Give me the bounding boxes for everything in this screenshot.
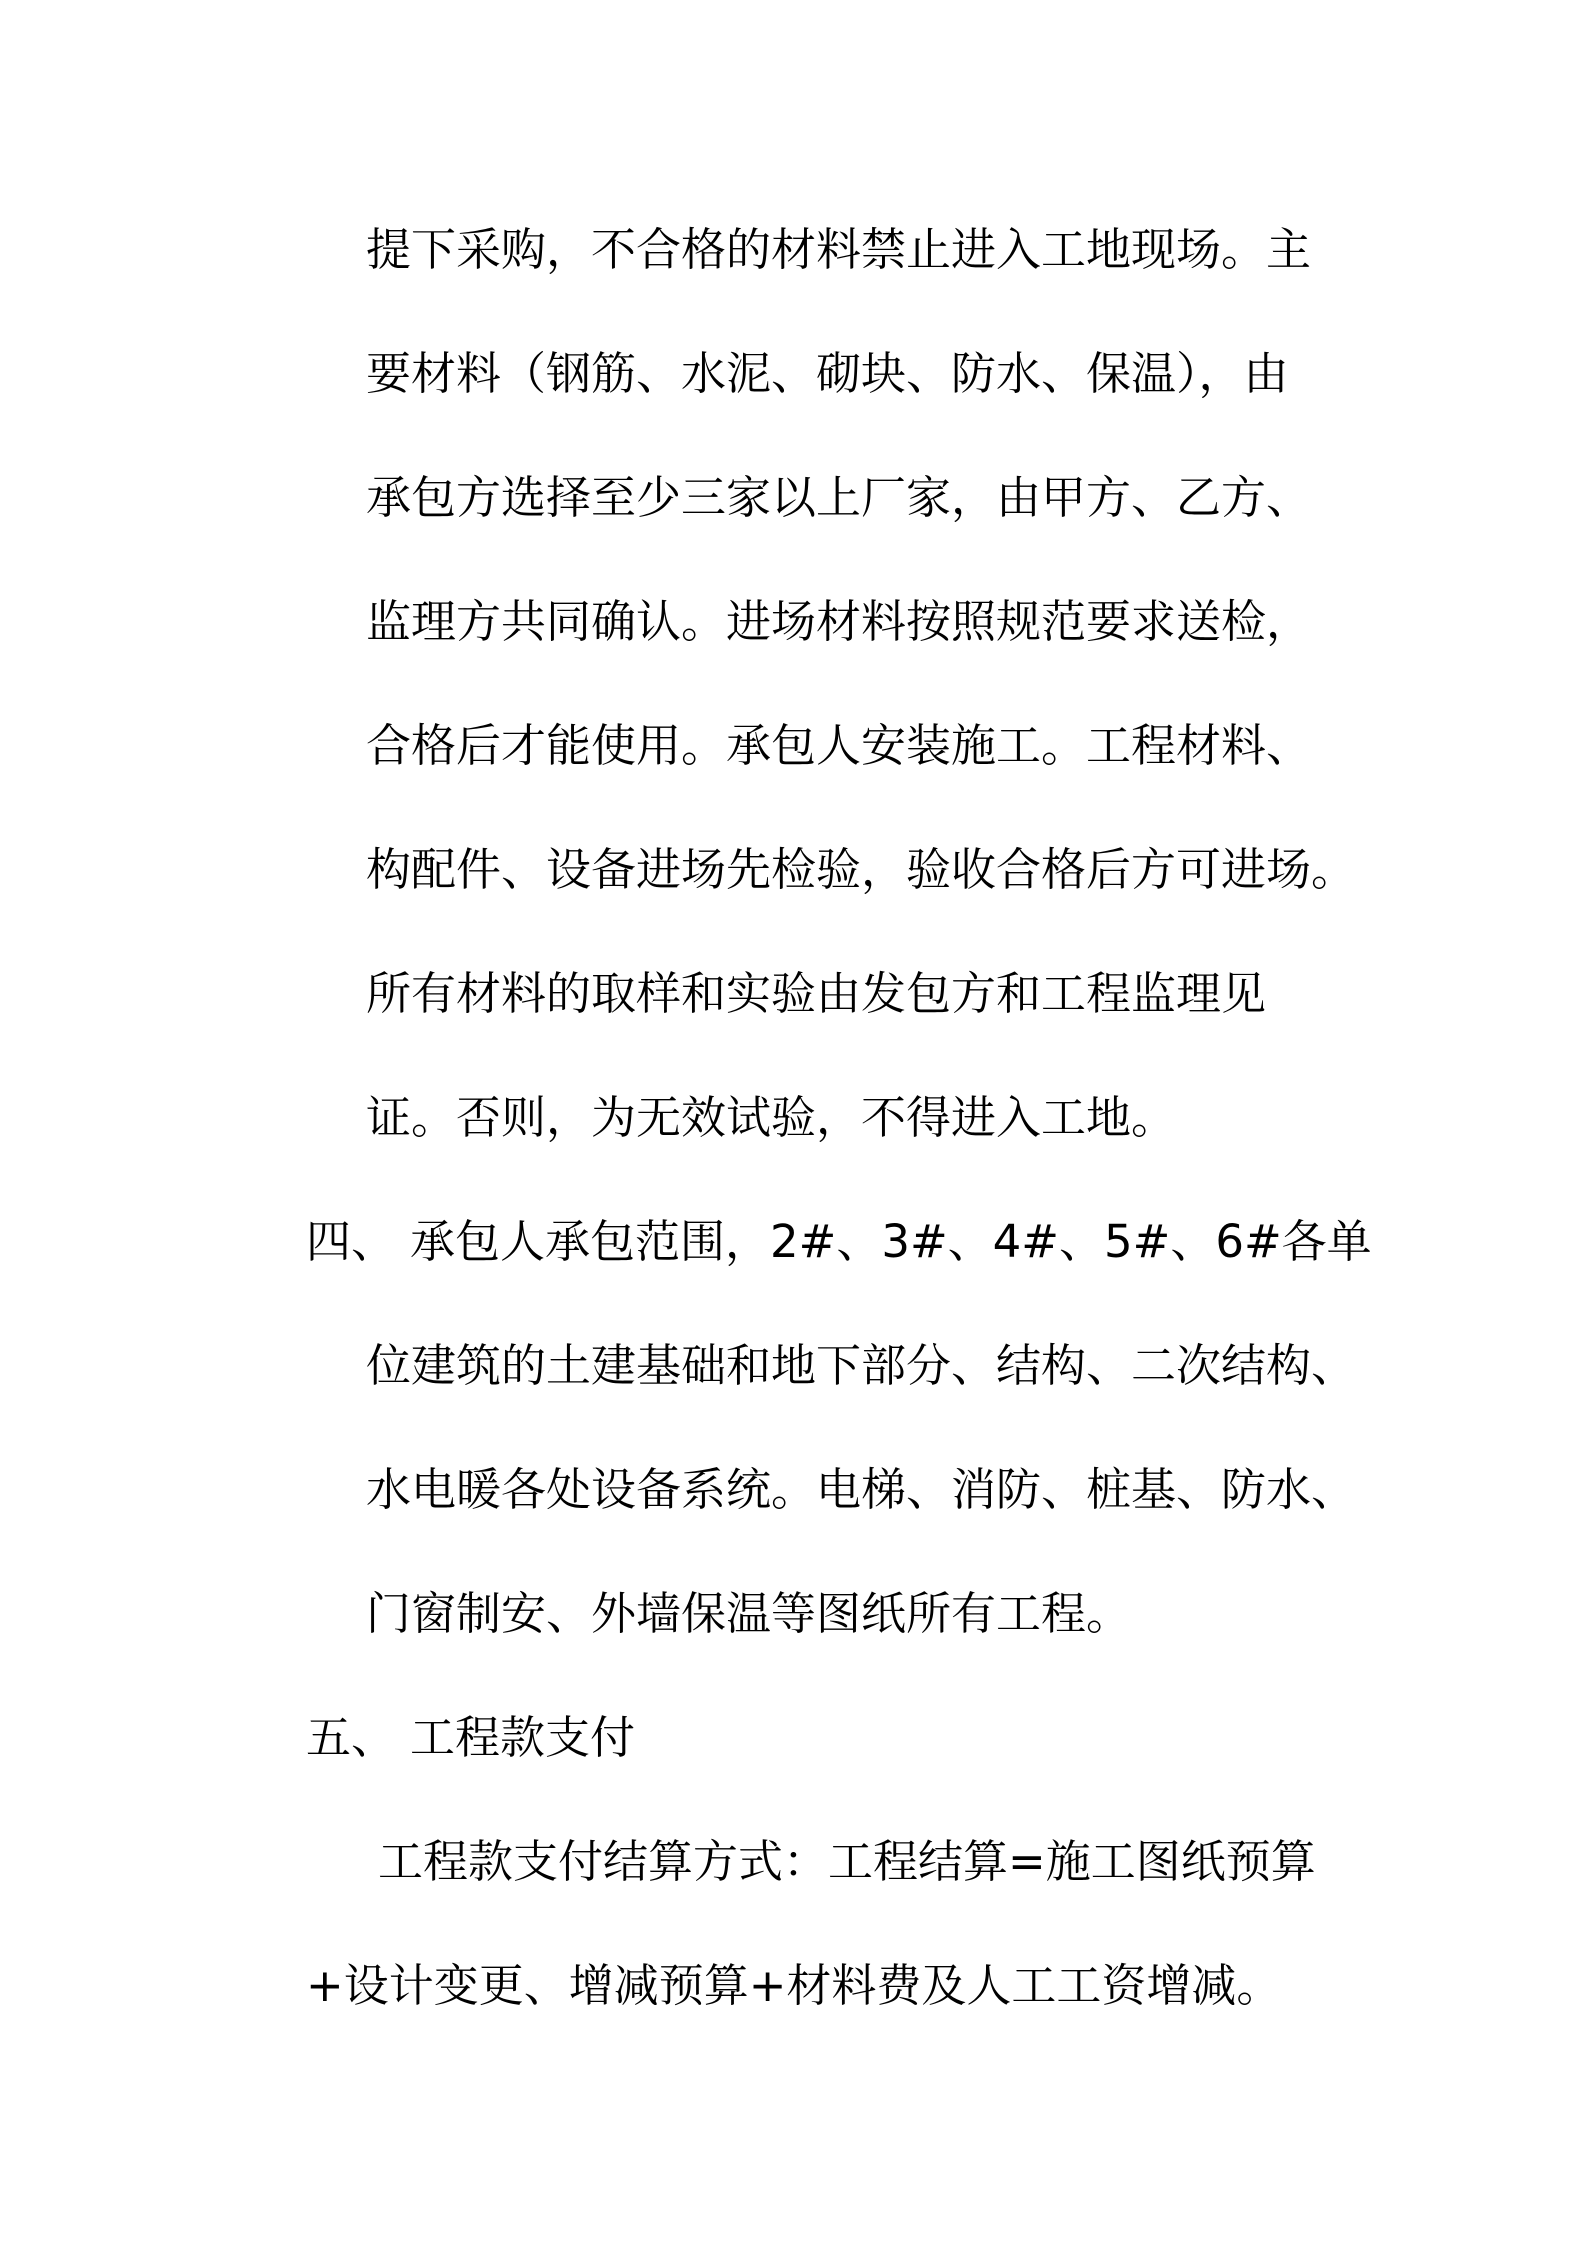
section-marker: 五、 [306, 1711, 397, 1764]
paragraph-line: 合格后才能使用。承包人安装施工。工程材料、 [366, 719, 1312, 772]
paragraph-line: 门窗制安、外墙保温等图纸所有工程。 [366, 1587, 1132, 1640]
section-marker: 四、 [306, 1215, 397, 1268]
paragraph-line: 提下采购，不合格的材料禁止进入工地现场。主 [366, 223, 1312, 276]
paragraph-line: +设计变更、增减预算+材料费及人工工资增减。 [306, 1959, 1282, 2012]
paragraph-line: 工程款支付结算方式：工程结算=施工图纸预算 [378, 1835, 1316, 1888]
paragraph-line: 构配件、设备进场先检验，验收合格后方可进场。 [366, 843, 1357, 896]
paragraph-line: 位建筑的土建基础和地下部分、结构、二次结构、 [366, 1339, 1357, 1392]
section-5-heading-line [306, 1708, 635, 1768]
paragraph-line: 承包方选择至少三家以上厂家，由甲方、乙方、 [366, 471, 1312, 524]
paragraph-line: 水电暖各处设备系统。电梯、消防、桩基、防水、 [366, 1463, 1357, 1516]
section-4-first-line [306, 1212, 1372, 1272]
paragraph-line: 证。否则，为无效试验，不得进入工地。 [366, 1091, 1177, 1144]
paragraph-line: 所有材料的取样和实验由发包方和工程监理见 [366, 967, 1267, 1020]
paragraph-line: 监理方共同确认。进场材料按照规范要求送检， [366, 595, 1312, 648]
section-4-text: 承包人承包范围，2#、3#、4#、5#、6#各单 [410, 1215, 1372, 1268]
section-heading: 工程款支付 [410, 1711, 636, 1764]
paragraph-line: 要材料（钢筋、水泥、砌块、防水、保温），由 [366, 347, 1289, 400]
